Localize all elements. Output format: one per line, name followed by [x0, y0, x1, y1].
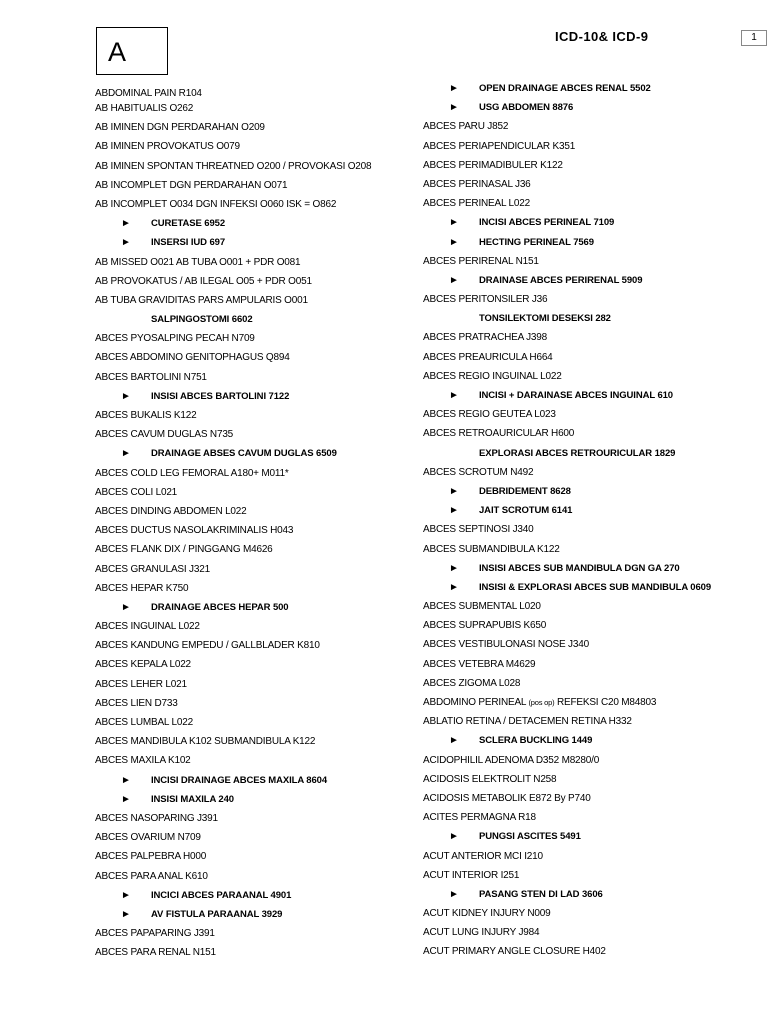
entry-text: ABCES HEPAR K750 — [95, 582, 189, 594]
arrow-bullet-icon: ► — [449, 735, 459, 747]
entry-text: DEBRIDEMENT 8628 — [479, 485, 571, 497]
diagnosis-entry — [95, 272, 420, 291]
diagnosis-entry — [95, 253, 420, 272]
procedure-entry — [423, 559, 763, 578]
diagnosis-entry — [95, 157, 420, 176]
procedure-entry — [423, 501, 763, 520]
entry-text: ABCES VETEBRA M4629 — [423, 658, 536, 670]
entry-text: ABCES FLANK DIX / PINGGANG M4626 — [95, 544, 273, 556]
diagnosis-entry — [95, 579, 420, 598]
entry-text: SCLERA BUCKLING 1449 — [479, 735, 593, 747]
diagnosis-entry — [95, 713, 420, 732]
diagnosis-entry — [423, 540, 763, 559]
diagnosis-entry — [95, 88, 420, 99]
entry-text: ABCES COLI L021 — [95, 486, 178, 498]
entry-text: ABCES COLD LEG FEMORAL A180+ M011* — [95, 467, 289, 479]
entry-text: AB IMINEN DGN PERDARAHAN O209 — [95, 122, 265, 134]
entry-text: ABCES PERIAPENDICULAR K351 — [423, 140, 576, 152]
diagnosis-entry — [95, 732, 420, 751]
diagnosis-entry — [423, 616, 763, 635]
entry-text: SALPINGOSTOMI 6602 — [151, 314, 253, 326]
diagnosis-entry — [95, 118, 420, 137]
procedure-entry — [423, 885, 763, 904]
diagnosis-entry — [95, 502, 420, 521]
entry-text: ABCES PERINEAL L022 — [423, 198, 530, 210]
entry-text: ABCES LIEN D733 — [95, 697, 178, 709]
entry-text: AB HABITUALIS O262 — [95, 103, 194, 114]
arrow-bullet-icon: ► — [121, 218, 131, 230]
procedure-entry — [95, 771, 420, 790]
entry-text: ABCES LUMBAL L022 — [95, 717, 193, 728]
procedure-entry — [423, 309, 763, 328]
procedure-entry — [423, 98, 763, 117]
entry-text: ABCES PREAURICULA H664 — [423, 351, 553, 363]
arrow-bullet-icon: ► — [449, 390, 459, 401]
diagnosis-entry — [423, 348, 763, 367]
arrow-bullet-icon: ► — [449, 217, 459, 229]
procedure-entry — [95, 790, 420, 809]
diagnosis-entry — [423, 635, 763, 654]
procedure-entry — [423, 213, 763, 232]
procedure-entry — [95, 905, 420, 924]
diagnosis-entry — [423, 252, 763, 271]
arrow-bullet-icon: ► — [121, 908, 131, 920]
procedure-entry — [423, 578, 763, 597]
arrow-bullet-icon: ► — [121, 601, 131, 613]
entry-text: ABCES VESTIBULONASI NOSE J340 — [423, 639, 589, 651]
diagnosis-entry — [423, 770, 763, 789]
procedure-entry — [423, 79, 763, 98]
procedure-entry — [423, 271, 763, 290]
entry-text: AB INCOMPLET O034 DGN INFEKSI O060 ISK = O862 — [95, 198, 337, 210]
diagnosis-entry — [95, 847, 420, 866]
entry-text: INSISI ABCES BARTOLINI 7122 — [151, 390, 290, 402]
procedure-entry — [95, 233, 420, 252]
diagnosis-entry — [95, 176, 420, 195]
diagnosis-entry — [95, 809, 420, 828]
diagnosis-entry — [95, 540, 420, 559]
diagnosis-entry — [95, 924, 420, 943]
diagnosis-entry — [423, 463, 763, 482]
entry-text: INCICI ABCES PARAANAL 4901 — [151, 889, 292, 901]
entry-text: AB IMINEN SPONTAN THREATNED O200 / PROVOKASI O208 — [95, 160, 372, 172]
diagnosis-entry — [95, 655, 420, 674]
arrow-bullet-icon: ► — [449, 505, 459, 517]
entry-text: AV FISTULA PARAANAL 3929 — [151, 908, 283, 920]
entry-text: ABCES KANDUNG EMPEDU / GALLBLADER K810 — [95, 640, 320, 652]
diagnosis-entry — [95, 464, 420, 483]
entry-text: ACUT PRIMARY ANGLE CLOSURE H402 — [423, 946, 606, 958]
diagnosis-entry — [95, 137, 420, 156]
procedure-entry — [95, 444, 420, 463]
diagnosis-entry — [423, 424, 763, 443]
entry-text: ACUT KIDNEY INJURY N009 — [423, 908, 551, 920]
entry-text: INSERSI IUD 697 — [151, 237, 225, 249]
entry-text: ABCES BUKALIS K122 — [95, 410, 197, 421]
entry-text: ACUT INTERIOR I251 — [423, 869, 520, 881]
diagnosis-entry — [95, 828, 420, 847]
diagnosis-entry — [95, 675, 420, 694]
diagnosis-entry — [423, 520, 763, 539]
procedure-entry — [423, 444, 763, 463]
arrow-bullet-icon: ► — [121, 889, 131, 901]
entry-text: INSISI & EXPLORASI ABCES SUB MANDIBULA 0609 — [479, 581, 712, 593]
entry-text: PUNGSI ASCITES 5491 — [479, 831, 581, 843]
diagnosis-entry — [95, 943, 420, 962]
right-column — [423, 79, 763, 962]
page-number: 1 — [741, 30, 767, 46]
entry-text: DRAINAGE ABSES CAVUM DUGLAS 6509 — [151, 448, 337, 460]
procedure-entry — [423, 482, 763, 501]
diagnosis-entry — [423, 175, 763, 194]
entry-text: INSISI MAXILA 240 — [151, 793, 234, 805]
entry-text: EXPLORASI ABCES RETROURICULAR 1829 — [479, 447, 676, 459]
entry-text-continued: REFEKSI C20 M84803 — [554, 697, 657, 708]
diagnosis-entry — [423, 808, 763, 827]
entry-text: ABCES PERINASAL J36 — [423, 178, 531, 190]
diagnosis-entry — [95, 368, 420, 387]
diagnosis-entry — [423, 117, 763, 136]
entry-text: INCISI ABCES PERINEAL 7109 — [479, 217, 615, 229]
diagnosis-entry — [95, 694, 420, 713]
arrow-bullet-icon: ► — [121, 774, 131, 786]
entry-text: ACIDOSIS METABOLIK E872 By P740 — [423, 792, 591, 804]
entry-text: ABCES SUBMANDIBULA K122 — [423, 543, 560, 555]
entry-text: AB INCOMPLET DGN PERDARAHAN O071 — [95, 179, 288, 191]
procedure-entry — [423, 827, 763, 846]
arrow-bullet-icon: ► — [121, 237, 131, 249]
diagnosis-entry — [423, 655, 763, 674]
entry-text: ABCES MAXILA K102 — [95, 755, 191, 767]
entry-text: ABCES GRANULASI J321 — [95, 563, 210, 575]
diagnosis-entry — [95, 425, 420, 444]
entry-text: ABCES SCROTUM N492 — [423, 466, 534, 478]
diagnosis-entry — [95, 483, 420, 502]
diagnosis-entry — [423, 405, 763, 424]
entry-note: (pos op) — [528, 698, 555, 707]
diagnosis-entry — [423, 597, 763, 616]
entry-text: ABCES PERITONSILER J36 — [423, 294, 548, 306]
entry-text: ABCES DUCTUS NASOLAKRIMINALIS H043 — [95, 525, 294, 537]
entry-text: PASANG STEN DI LAD 3606 — [479, 888, 603, 900]
arrow-bullet-icon: ► — [449, 102, 459, 114]
entry-text: ABCES PARA RENAL N151 — [95, 947, 216, 959]
entry-text: ABCES LEHER L021 — [95, 678, 187, 690]
entry-text: ABCES BARTOLINI N751 — [95, 371, 207, 383]
arrow-bullet-icon: ► — [449, 236, 459, 248]
entry-text: ABCES KEPALA L022 — [95, 659, 191, 671]
diagnosis-entry — [423, 194, 763, 213]
arrow-bullet-icon: ► — [121, 390, 131, 402]
arrow-bullet-icon: ► — [121, 793, 131, 805]
diagnosis-entry — [95, 195, 420, 214]
diagnosis-entry — [423, 751, 763, 770]
document-title: ICD-10& ICD-9 — [555, 29, 649, 44]
entry-text: OPEN DRAINAGE ABCES RENAL 5502 — [479, 83, 651, 94]
arrow-bullet-icon: ► — [449, 274, 459, 286]
diagnosis-entry — [95, 348, 420, 367]
entry-text: INCISI + DARAINASE ABCES INGUINAL 610 — [479, 390, 673, 401]
diagnosis-entry — [423, 290, 763, 309]
diagnosis-entry — [423, 904, 763, 923]
entry-text: ABCES INGUINAL L022 — [95, 621, 200, 633]
diagnosis-entry — [423, 712, 763, 731]
diagnosis-entry — [95, 99, 420, 118]
entry-text: AB MISSED O021 AB TUBA O001 + PDR O081 — [95, 256, 301, 268]
procedure-entry — [423, 386, 763, 405]
entry-text: ABCES PARU J852 — [423, 121, 509, 133]
entry-text: ACUT ANTERIOR MCI I210 — [423, 850, 543, 862]
left-column — [95, 88, 420, 962]
procedure-entry — [95, 387, 420, 406]
entry-text: ABCES PAPAPARING J391 — [95, 928, 215, 940]
diagnosis-entry — [95, 560, 420, 579]
diagnosis-entry — [423, 923, 763, 942]
entry-text: ACITES PERMAGNA R18 — [423, 812, 536, 824]
section-letter: A — [96, 27, 168, 75]
procedure-entry — [95, 886, 420, 905]
diagnosis-entry — [423, 328, 763, 347]
diagnosis-entry — [423, 942, 763, 961]
entry-text: ABDOMINAL PAIN R104 — [95, 88, 202, 99]
arrow-bullet-icon: ► — [449, 562, 459, 574]
entry-text: AB PROVOKATUS / AB ILEGAL O05 + PDR O051 — [95, 275, 312, 287]
arrow-bullet-icon: ► — [449, 888, 459, 900]
entry-text: ACIDOSIS ELEKTROLIT N258 — [423, 773, 557, 785]
diagnosis-entry — [423, 789, 763, 808]
entry-text: HECTING PERINEAL 7569 — [479, 236, 594, 248]
entry-text: ABCES NASOPARING J391 — [95, 812, 218, 824]
entry-text: ABCES SEPTINOSI J340 — [423, 524, 534, 536]
entry-text: ACUT LUNG INJURY J984 — [423, 927, 540, 939]
diagnosis-entry — [423, 866, 763, 885]
diagnosis-entry — [423, 693, 763, 712]
diagnosis-entry — [423, 847, 763, 866]
entry-text: CURETASE 6952 — [151, 218, 226, 230]
diagnosis-entry — [95, 521, 420, 540]
arrow-bullet-icon: ► — [449, 831, 459, 843]
entry-text: ABCES PERIMADIBULER K122 — [423, 159, 563, 171]
entry-text: AB TUBA GRAVIDITAS PARS AMPULARIS O001 — [95, 294, 308, 306]
entry-text: ABCES OVARIUM N709 — [95, 832, 201, 844]
entry-text: ABCES MANDIBULA K102 SUBMANDIBULA K122 — [95, 736, 316, 748]
diagnosis-entry — [95, 406, 420, 425]
procedure-entry — [95, 310, 420, 329]
diagnosis-entry — [95, 636, 420, 655]
procedure-entry — [95, 214, 420, 233]
arrow-bullet-icon: ► — [449, 83, 459, 94]
arrow-bullet-icon: ► — [449, 485, 459, 497]
entry-text: INSISI ABCES SUB MANDIBULA DGN GA 270 — [479, 562, 680, 574]
entry-text: ACIDOPHILIL ADENOMA D352 M8280/0 — [423, 754, 600, 766]
diagnosis-entry — [95, 617, 420, 636]
entry-text: INCISI DRAINAGE ABCES MAXILA 8604 — [151, 774, 327, 786]
entry-text: DRAINAGE ABCES HEPAR 500 — [151, 601, 289, 613]
entry-text: ABDOMINO PERINEAL — [423, 697, 529, 708]
entry-text: ABCES SUPRAPUBIS K650 — [423, 620, 547, 632]
arrow-bullet-icon: ► — [449, 581, 459, 593]
diagnosis-entry — [423, 156, 763, 175]
entry-text: ABCES SUBMENTAL L020 — [423, 601, 541, 613]
procedure-entry — [95, 598, 420, 617]
entry-text: ABCES RETROAURICULAR H600 — [423, 428, 575, 440]
entry-text: ABCES PALPEBRA H000 — [95, 851, 207, 863]
entry-text: ABCES PARA ANAL K610 — [95, 870, 208, 882]
entry-text: ABCES REGIO INGUINAL L022 — [423, 370, 562, 382]
entry-text: ABCES PRATRACHEA J398 — [423, 332, 547, 344]
entry-text: ABCES PYOSALPING PECAH N709 — [95, 333, 255, 345]
diagnosis-entry — [423, 367, 763, 386]
entry-text: JAIT SCROTUM 6141 — [479, 505, 573, 517]
entry-text: ABCES ZIGOMA L028 — [423, 677, 521, 689]
diagnosis-entry — [423, 674, 763, 693]
entry-text: USG ABDOMEN 8876 — [479, 102, 574, 114]
entry-text: ABLATIO RETINA / DETACEMEN RETINA H332 — [423, 716, 632, 728]
arrow-bullet-icon: ► — [121, 448, 131, 460]
entry-text: AB IMINEN PROVOKATUS O079 — [95, 141, 240, 153]
diagnosis-entry — [95, 867, 420, 886]
entry-text: ABCES CAVUM DUGLAS N735 — [95, 429, 234, 441]
entry-text: TONSILEKTOMI DESEKSI 282 — [479, 313, 611, 325]
entry-text: ABCES DINDING ABDOMEN L022 — [95, 505, 247, 517]
entry-text: ABCES REGIO GEUTEA L023 — [423, 409, 556, 421]
diagnosis-entry — [423, 137, 763, 156]
procedure-entry — [423, 233, 763, 252]
entry-text: ABCES ABDOMINO GENITOPHAGUS Q894 — [95, 352, 290, 364]
diagnosis-entry — [95, 751, 420, 770]
entry-text: ABCES PERIRENAL N151 — [423, 255, 539, 267]
diagnosis-entry — [95, 329, 420, 348]
diagnosis-entry — [95, 291, 420, 310]
procedure-entry — [423, 731, 763, 750]
entry-text: DRAINASE ABCES PERIRENAL 5909 — [479, 274, 643, 286]
